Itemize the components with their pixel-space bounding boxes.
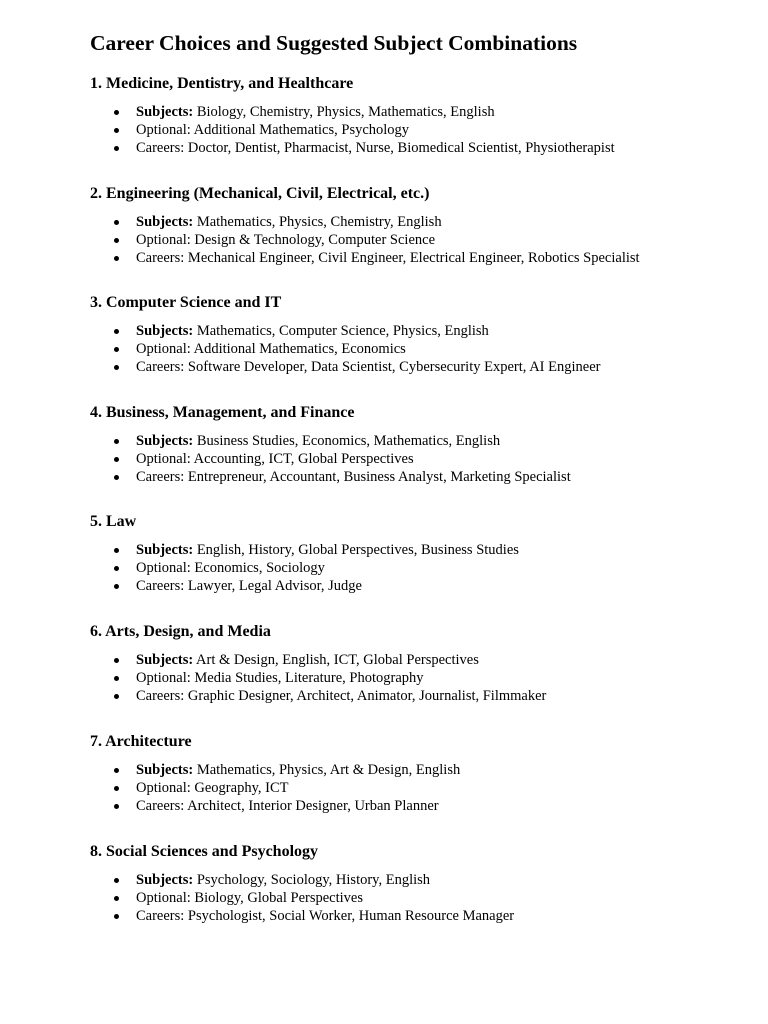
- optional-item: [90, 669, 750, 687]
- bullet-icon: [114, 110, 119, 115]
- bullet-icon: [114, 238, 119, 243]
- document-page: [90, 28, 750, 924]
- section-heading: 5. Law: [90, 513, 137, 530]
- section-medicine: [90, 74, 750, 157]
- careers-item: [90, 468, 750, 486]
- optional-item: [90, 889, 750, 907]
- subjects-text: English, History, Global Perspectives, Business Studies: [193, 542, 519, 558]
- document-title: Career Choices and Suggested Subject Combinations: [90, 31, 578, 55]
- bullet-icon: [114, 256, 119, 261]
- bullet-list: [90, 871, 750, 926]
- subjects-label: Subjects:: [136, 432, 194, 449]
- section-engineering: [90, 184, 750, 266]
- subjects-item: [90, 541, 750, 559]
- section-heading: 6. Arts, Design, and Media: [90, 623, 271, 640]
- section-heading: 7. Architecture: [90, 733, 192, 750]
- optional-text: Optional: Additional Mathematics, Psychology: [136, 122, 410, 139]
- bullet-icon: [114, 220, 119, 225]
- subjects-item: [90, 103, 750, 121]
- bullet-icon: [114, 347, 119, 352]
- bullet-icon: [114, 658, 119, 663]
- bullet-list: [90, 432, 750, 487]
- bullet-list: [90, 213, 750, 268]
- bullet-icon: [114, 768, 119, 773]
- bullet-icon: [114, 457, 119, 462]
- careers-item: [90, 358, 750, 376]
- bullet-icon: [114, 786, 119, 791]
- subjects-label: Subjects:: [136, 542, 194, 558]
- optional-text: Optional: Biology, Global Perspectives: [136, 889, 364, 906]
- section-heading: 8. Social Sciences and Psychology: [90, 842, 319, 860]
- subjects-item: [90, 432, 750, 450]
- subjects-text: Psychology, Sociology, History, English: [193, 871, 431, 888]
- bullet-icon: [114, 365, 119, 370]
- careers-item: [90, 797, 750, 815]
- optional-item: [90, 559, 750, 577]
- section-architecture: [90, 732, 750, 815]
- bullet-icon: [114, 914, 119, 919]
- section-heading: 1. Medicine, Dentistry, and Healthcare: [90, 75, 354, 92]
- bullet-list: [90, 541, 750, 596]
- section-computer-science: [90, 293, 750, 376]
- bullet-icon: [114, 128, 119, 133]
- subjects-item: [90, 322, 750, 340]
- subjects-label: Subjects:: [136, 323, 194, 339]
- subjects-item: [90, 651, 750, 669]
- bullet-icon: [114, 439, 119, 444]
- bullet-icon: [114, 804, 119, 809]
- careers-text: Careers: Architect, Interior Designer, Urban Planner: [136, 798, 439, 815]
- optional-item: [90, 779, 750, 797]
- section-arts: [90, 622, 750, 705]
- bullet-list: [90, 322, 750, 377]
- careers-item: [90, 139, 750, 157]
- careers-text: Careers: Lawyer, Legal Advisor, Judge: [136, 578, 362, 595]
- optional-item: [90, 231, 750, 249]
- subjects-label: Subjects:: [136, 762, 194, 778]
- section-business: [90, 403, 750, 485]
- subjects-item: [90, 761, 750, 779]
- optional-text: Optional: Geography, ICT: [136, 780, 289, 797]
- subjects-text: Mathematics, Computer Science, Physics, English: [193, 323, 489, 339]
- bullet-icon: [114, 878, 119, 883]
- bullet-list: [90, 761, 750, 816]
- bullet-icon: [114, 896, 119, 901]
- subjects-text: Biology, Chemistry, Physics, Mathematics, English: [193, 104, 495, 120]
- section-law: [90, 512, 750, 595]
- bullet-icon: [114, 676, 119, 681]
- careers-text: Careers: Psychologist, Social Worker, Human Resource Manager: [136, 907, 515, 924]
- careers-item: [90, 249, 750, 267]
- bullet-icon: [114, 329, 119, 334]
- optional-item: [90, 450, 750, 468]
- bullet-icon: [114, 566, 119, 571]
- careers-text: Careers: Entrepreneur, Accountant, Business Analyst, Marketing Specialist: [136, 468, 571, 485]
- subjects-label: Subjects:: [136, 652, 194, 668]
- careers-text: Careers: Mechanical Engineer, Civil Engineer, Electrical Engineer, Robotics Specialist: [136, 249, 640, 266]
- subjects-text: Mathematics, Physics, Chemistry, English: [193, 213, 442, 230]
- careers-item: [90, 687, 750, 705]
- section-heading: 2. Engineering (Mechanical, Civil, Electrical, etc.): [90, 184, 430, 202]
- optional-text: Optional: Economics, Sociology: [136, 560, 325, 577]
- optional-item: [90, 121, 750, 139]
- optional-text: Optional: Media Studies, Literature, Photography: [136, 670, 424, 687]
- bullet-icon: [114, 146, 119, 151]
- careers-item: [90, 907, 750, 925]
- subjects-label: Subjects:: [136, 104, 194, 120]
- subjects-text: Business Studies, Economics, Mathematics, English: [193, 432, 501, 449]
- subjects-text: Art & Design, English, ICT, Global Perspectives: [193, 652, 479, 668]
- careers-text: Careers: Software Developer, Data Scientist, Cybersecurity Expert, AI Engineer: [136, 359, 601, 376]
- optional-text: Optional: Additional Mathematics, Economics: [136, 341, 406, 358]
- subjects-item: [90, 871, 750, 889]
- careers-text: Careers: Graphic Designer, Architect, Animator, Journalist, Filmmaker: [136, 688, 547, 705]
- optional-text: Optional: Design & Technology, Computer Science: [136, 231, 435, 248]
- subjects-label: Subjects:: [136, 871, 194, 888]
- bullet-icon: [114, 584, 119, 589]
- careers-text: Careers: Doctor, Dentist, Pharmacist, Nurse, Biomedical Scientist, Physiotherapist: [136, 140, 615, 157]
- bullet-icon: [114, 475, 119, 480]
- bullet-list: [90, 103, 750, 158]
- bullet-icon: [114, 548, 119, 553]
- bullet-icon: [114, 694, 119, 699]
- section-heading: 4. Business, Management, and Finance: [90, 403, 355, 421]
- subjects-label: Subjects:: [136, 213, 194, 230]
- optional-item: [90, 340, 750, 358]
- careers-item: [90, 577, 750, 595]
- optional-text: Optional: Accounting, ICT, Global Perspectives: [136, 450, 414, 467]
- section-heading: 3. Computer Science and IT: [90, 294, 282, 311]
- section-social-sciences: [90, 842, 750, 924]
- bullet-list: [90, 651, 750, 706]
- subjects-text: Mathematics, Physics, Art & Design, English: [193, 762, 461, 778]
- subjects-item: [90, 213, 750, 231]
